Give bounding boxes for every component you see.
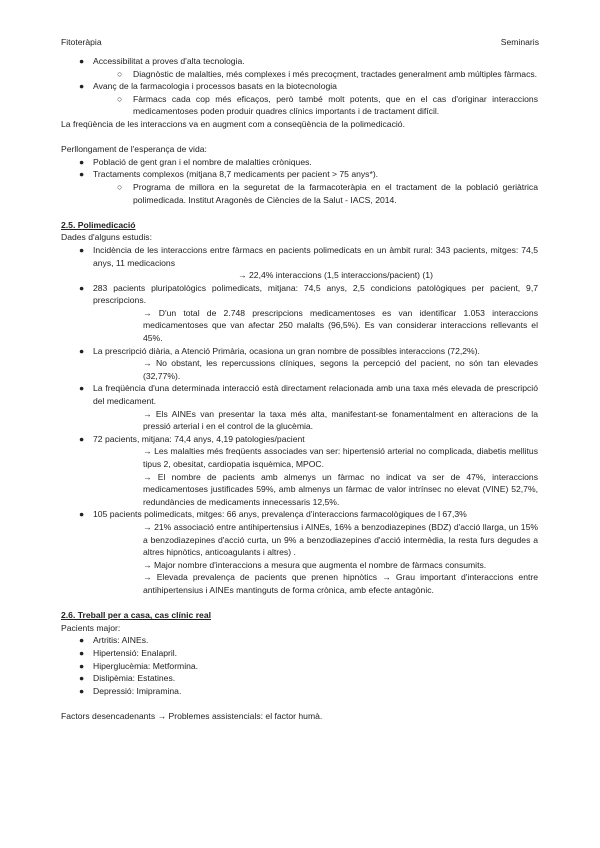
sub-list-item-text: Diagnòstic de malalties, més complexes i més precoçment, tractades generalment amb múltiples fàrmacs.: [133, 68, 538, 79]
study-item: [61, 433, 538, 509]
bullet-marker: ●: [79, 244, 85, 255]
study-item: [61, 508, 538, 596]
studies-list: [61, 244, 538, 597]
sub-list-item-text: Programa de millora en la seguretat de la farmacoteràpia en el tractament de la població geriàtrica polimedicada. Institut Aragonès de Ciències de la Salut - IACS, 2014.: [133, 181, 538, 205]
study-finding: → Les malalties més freqüents associades van ser: hipertensió arterial no complicada, diabetis mellitus tipus 2, obesitat, cardiopatia isquèmica, MPOC.: [143, 446, 538, 469]
study-item: [61, 345, 538, 383]
study-finding: → Elevada prevalença de pacients que prenen hipnòtics → Grau important d'interaccions entre antihipertensius i AINEs mantinguts de forma crònica, amb efecte antagònic.: [143, 572, 538, 595]
bullet-marker: ○: [117, 68, 123, 79]
document-body: [61, 55, 538, 722]
study-finding: → 22,4% interaccions (1,5 interaccions/pacient) (1): [238, 270, 433, 281]
bullet-marker: ●: [79, 433, 85, 444]
study-finding: → Major nombre d'interaccions a mesura que augmenta el nombre de fàrmacs consumits.: [143, 559, 487, 570]
bullet-marker: ●: [79, 81, 85, 92]
list-item-text: Població de gent gran i el nombre de malalties cròniques.: [93, 156, 312, 167]
patient-condition-item: [61, 685, 538, 698]
bullet-marker: ●: [79, 509, 85, 520]
patient-condition-text: Hipertensió: Enalapril.: [93, 647, 178, 658]
bullet-marker: ●: [79, 685, 85, 696]
list-item-text: Avanç de la farmacologia i processos basats en la biotecnologia: [93, 81, 337, 92]
bullet-list-technology: [61, 55, 538, 118]
bullet-marker: ●: [79, 56, 85, 66]
bullet-marker: ●: [79, 660, 85, 671]
study-text: 283 pacients pluripatològics polimedicats, mitjana: 74,5 anys, 2,5 condicions patològiques per pacient, 9,7 prescripcions.: [93, 282, 538, 306]
patient-condition-item: [61, 672, 538, 685]
list-item: [61, 168, 538, 181]
study-item: [61, 382, 538, 432]
list-item-text: Accessibilitat a proves d'alta tecnologia.: [93, 56, 245, 66]
patient-condition-text: Hiperglucèmia: Metformina.: [93, 660, 199, 671]
study-text: 105 pacients polimedicats, mitges: 66 anys, prevalença d'interaccions farmacològiques de l 67,3%: [93, 509, 467, 520]
bullet-marker: ●: [79, 345, 85, 356]
section-intro-studies: Dades d'alguns estudis:: [61, 232, 152, 243]
sub-list-item: [61, 181, 538, 206]
section-title-polymedication: 2.5. Polimedicació: [61, 219, 136, 230]
section-intro-patients: Pacients major:: [61, 622, 121, 633]
paragraph-polymedication: La freqüència de les interaccions va en augment com a conseqüència de la polimedicació.: [61, 118, 405, 129]
header-section: Seminaris: [500, 37, 539, 47]
study-text: 72 pacients, mitjana: 74,4 anys, 4,19 patologies/pacient: [93, 433, 305, 444]
study-item: [61, 244, 538, 282]
study-text: La prescripció diària, a Atenció Primària, ocasiona un gran nombre de possibles interaccions (72,2%).: [93, 345, 480, 356]
study-finding: → El nombre de pacients amb almenys un fàrmac no indicat va ser de 47%, interaccions medicamentoses justificades 59%, amb almenys un fàrmac de valor intrínsec no elevat (VINE) 52,7%, redundàncies de medicaments innecessaris 12,5%.: [143, 471, 538, 507]
list-item: [61, 55, 538, 68]
patient-condition-text: Artritis: AINEs.: [93, 635, 149, 646]
sub-list-item: [61, 68, 538, 81]
study-text: La freqüència d'una determinada interacció està directament relacionada amb una taxa més elevada de prescripció del medicament.: [93, 383, 538, 407]
sub-list-item-text: Fàrmacs cada cop més eficaços, però també molt potents, que en el cas d'originar interaccions medicamentoses poden produir quadres clínics importants i de tractament difícil.: [133, 93, 538, 117]
bullet-marker: ●: [79, 383, 85, 394]
list-item: [61, 80, 538, 93]
bullet-marker: ●: [79, 673, 85, 684]
study-finding: → Els AINEs van presentar la taxa més alta, manifestant-se fonamentalment en alteracions de la pressió arterial i en el control de la glucèmia.: [143, 408, 538, 432]
bullet-marker: ○: [117, 181, 123, 192]
study-finding: → No obstant, les repercussions clíniques, segons la percepció del pacient, no són tan elevades (32,77%).: [143, 358, 538, 381]
patient-condition-text: Depressió: Imipramina.: [93, 685, 182, 696]
study-finding: → D'un total de 2.748 prescripcions medicamentoses es van identificar 1.053 interaccions medicamentoses que van afectar 250 malalts (96,5%). Es van considerar interaccions rellevants el 45%.: [143, 307, 538, 344]
page-header: [61, 36, 539, 50]
patient-condition-text: Dislipèmia: Estatines.: [93, 673, 176, 684]
study-item: [61, 282, 538, 345]
header-subject: Fitoteràpia: [61, 37, 102, 47]
list-item: [61, 156, 538, 169]
list-item-text: Tractaments complexos (mitjana 8,7 medicaments per pacient > 75 anys*).: [93, 169, 379, 180]
patient-condition-item: [61, 660, 538, 673]
bullet-marker: ●: [79, 156, 85, 167]
closing-line: Factors desencadenants → Problemes assistencials: el factor humà.: [61, 710, 323, 721]
paragraph-life-expectancy: Perllongament de l'esperança de vida:: [61, 144, 207, 155]
study-finding: → 21% associació entre antihipertensius i AINEs, 16% a benzodiazepines (BDZ) d'acció llarga, un 15% a benzodiazepines d'acció curta, un 9% a benzodiazepines d'acció intermèdia, la resta furs degudes a altres hipnòtics, anticoagulants i altres) .: [143, 521, 538, 558]
patient-condition-item: [61, 634, 538, 647]
bullet-marker: ●: [79, 635, 85, 646]
bullet-marker: ●: [79, 647, 85, 658]
patients-list: [61, 634, 538, 697]
study-text: Incidència de les interaccions entre fàrmacs en pacients polimedicats en un àmbit rural: 343 pacients, mitges: 74,5 anys, 11 medicacions: [93, 244, 538, 268]
patient-condition-item: [61, 647, 538, 660]
bullet-marker: ○: [117, 93, 123, 104]
bullet-list-life-expectancy: [61, 156, 538, 206]
sub-list-item: [61, 93, 538, 118]
bullet-marker: ●: [79, 282, 85, 293]
bullet-marker: ●: [79, 169, 85, 180]
section-title-homework: 2.6. Treball per a casa, cas clínic real: [61, 610, 212, 621]
